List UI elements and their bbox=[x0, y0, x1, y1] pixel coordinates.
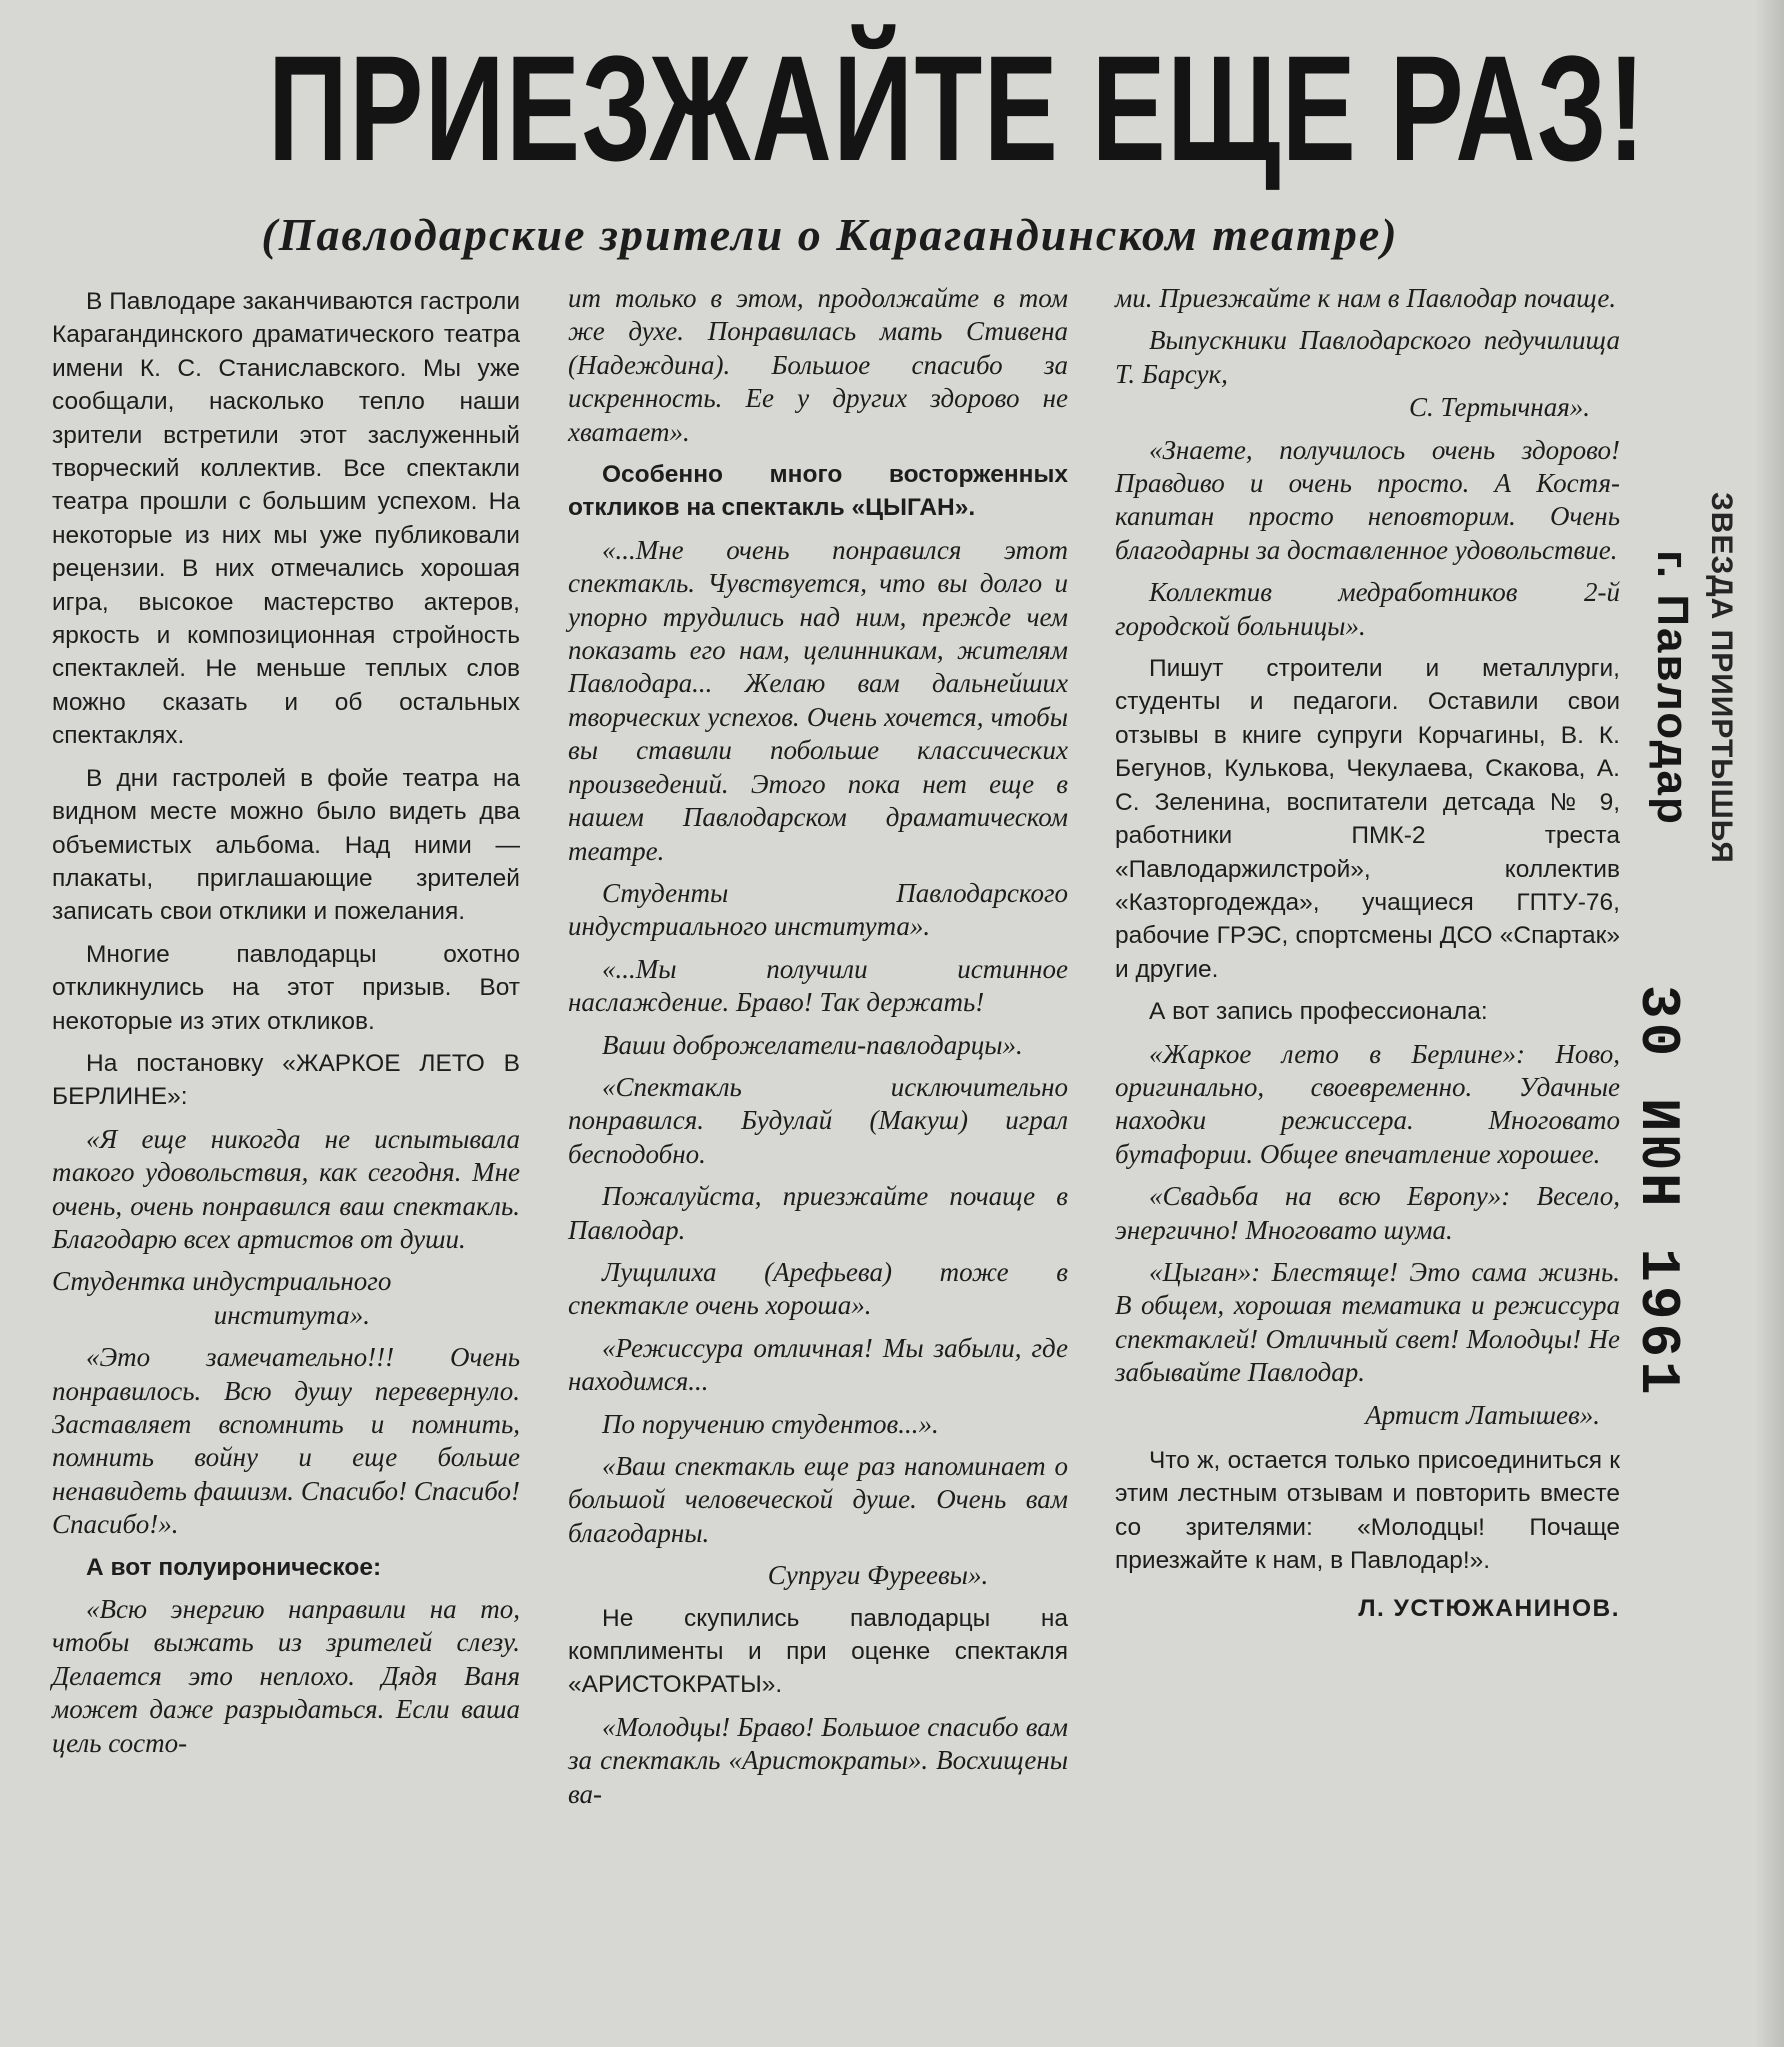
paragraph: Пишут строители и металлурги, студенты и педагоги. Оставили свои отзывы в книге супруги Корчагины, В. К. Бегунов, Кулькова, Чекулаева, Скакова, А. С. Зеленина, воспитатели детсада № 9, работники ПМК-2 треста «Павлодаржилстрой», коллектив «Казторгодежда», учащиеся ГПТУ-76, рабочие ГРЭС, спортсмены ДСО «Спартак» и другие. bbox=[1115, 655, 1620, 983]
page-edge bbox=[1754, 0, 1784, 2047]
section-lead: А вот полуироническое: bbox=[86, 1553, 382, 1581]
date-stamp: 30 ИЮН 1961 bbox=[1626, 985, 1690, 1399]
quote: «Всю энергию направили на то, чтобы выжать из зрителей слезу. Делается это неплохо. Дядя Ваня может даже разрыдаться. Если ваша цель состо- bbox=[52, 1594, 520, 1758]
section-lead: Особенно много восторженных откликов на спектакль «ЦЫГАН». bbox=[568, 461, 1068, 522]
paragraph: В Павлодаре заканчиваются гастроли Карагандинского драматического театра имени К. С. Станиславского. Мы уже сообщали, насколько тепло наши зрители встретили этот заслуженный творческий коллектив. Все спектакли театра прошли с большим успехом. На некоторые из них мы уже публиковали рецензии. В них отмечались хорошая игра, высокое мастерство актеров, яркость и композиционная стройность спектаклей. Не меньше теплых слов можно сказать и об остальных спектаклях. bbox=[52, 288, 520, 750]
quote-signature: Супруги Фуреевы». bbox=[767, 1560, 989, 1591]
headline: ПРИЕЗЖАЙТЕ ЕЩЕ РАЗ! bbox=[268, 24, 1647, 192]
paragraph: Не скупились павлодарцы на комплименты и при оценке спектакля «АРИСТОКРАТЫ». bbox=[568, 1604, 1068, 1699]
paragraph: Что ж, остается только присоединиться к этим лестным отзывам и повторить вместе со зрителями: «Молодцы! Почаще приезжайте к нам, в Павлодар!». bbox=[1115, 1447, 1620, 1575]
quote: «Я еще никогда не испытывала такого удовольствия, как сегодня. Мне очень, очень понравился ваш спектакль. Благодарю всех артистов от души. bbox=[52, 1123, 520, 1254]
quote: Пожалуйста, приезжайте почаще в Павлодар. bbox=[568, 1181, 1068, 1245]
quote: «Жаркое лето в Берлине»: Ново, оригинально, своевременно. Удачные находки режиссера. Многовато бутафории. Общее впечатление хорошее. bbox=[1115, 1038, 1620, 1169]
article-column-3 bbox=[1115, 282, 1620, 1634]
quote: «...Мы получили истинное наслаждение. Браво! Так держать! bbox=[568, 953, 1068, 1018]
paragraph: А вот запись профессионала: bbox=[1149, 998, 1488, 1026]
quote-signature: Артист Латышев». bbox=[1365, 1399, 1600, 1430]
city-stamp: г. Павлодар bbox=[1648, 550, 1697, 826]
author-signature: Л. УСТЮЖАНИНОВ. bbox=[1358, 1594, 1620, 1622]
quote: «Цыган»: Блестяще! Это сама жизнь. В общем, хорошая тематика и режиссура спектаклей! Отличный свет! Молодцы! Не забывайте Павлодар. bbox=[1115, 1256, 1620, 1388]
quote: Лущилиха (Арефьева) тоже в спектакле очень хороша». bbox=[568, 1256, 1068, 1321]
quote: «Молодцы! Браво! Большое спасибо вам за спектакль «Аристократы». Восхищены ва- bbox=[568, 1711, 1068, 1809]
quote: «Знаете, получилось очень здорово! Правдиво и очень просто. А Костя-капитан просто неповторим. Очень благодарны за доставленное удовольствие. bbox=[1115, 434, 1620, 565]
play-heading: На постановку «ЖАРКОЕ ЛЕТО В БЕРЛИНЕ»: bbox=[52, 1049, 520, 1111]
quote: «Режиссура отличная! Мы забыли, где находимся... bbox=[568, 1332, 1068, 1397]
quote: ит только в этом, продолжайте в том же духе. Понравилась мать Стивена (Надеждина). Большое спасибо за искренность. Ее у других здорово не хватает». bbox=[568, 283, 1068, 447]
subheadline: (Павлодарские зрители о Карагандинском театре) bbox=[261, 209, 1399, 260]
quote-signature: Студенты Павлодарского индустриального института». bbox=[568, 877, 1068, 942]
paragraph: В дни гастролей в фойе театра на видном месте можно было видеть два объемистых альбома. Над ними — плакаты, приглашающие зрителей записать свои отклики и пожелания. bbox=[52, 764, 520, 926]
quote: «Ваш спектакль еще раз напоминает о большой человеческой душе. Очень вам благодарны. bbox=[568, 1451, 1068, 1548]
quote-signature: С. Тертычная». bbox=[1408, 392, 1590, 423]
quote-signature: Коллектив медработников 2-й городской больницы». bbox=[1115, 577, 1620, 641]
quote-signature: По поручению студентов...». bbox=[602, 1408, 939, 1439]
newspaper-source-stamp: ЗВЕЗДА ПРИИРТЫШЬЯ bbox=[1705, 492, 1738, 864]
article-column-1 bbox=[52, 285, 520, 1769]
quote: «...Мне очень понравился этот спектакль. Чувствуется, что вы долго и упорно трудились над ним, прежде чем показать его нам, целинникам, жителям Павлодара... Желаю вам дальнейших творческих успехов. Очень хочется, чтобы вы ставили побольше классических произведений. Этого пока нет еще в нашем Павлодарском драматическом театре. bbox=[568, 534, 1068, 866]
quote: «Это замечательно!!! Очень понравилось. Всю душу перевернуло. Заставляет вспомнить и помнить, помнить войну и еще больше ненавидеть фашизм. Спасибо! Спасибо! Спасибо!». bbox=[52, 1342, 520, 1540]
quote-signature: Ваши доброжелатели-павлодарцы». bbox=[602, 1029, 1023, 1060]
quote: «Свадьба на всю Европу»: Весело, энергично! Многовато шума. bbox=[1115, 1181, 1620, 1245]
quote-signature: Студентка индустриального bbox=[52, 1266, 392, 1297]
quote: ми. Приезжайте к нам в Павлодар почаще. bbox=[1115, 283, 1617, 313]
paragraph: Многие павлодарцы охотно откликнулись на этот призыв. Вот некоторые из этих откликов. bbox=[52, 940, 520, 1035]
quote: «Спектакль исключительно понравился. Будулай (Макуш) играл бесподобно. bbox=[568, 1071, 1068, 1169]
quote-signature: Выпускники Павлодарского педучилища Т. Барсук, bbox=[1115, 325, 1620, 389]
article-column-2 bbox=[568, 282, 1068, 1820]
quote-signature: института». bbox=[213, 1299, 370, 1330]
